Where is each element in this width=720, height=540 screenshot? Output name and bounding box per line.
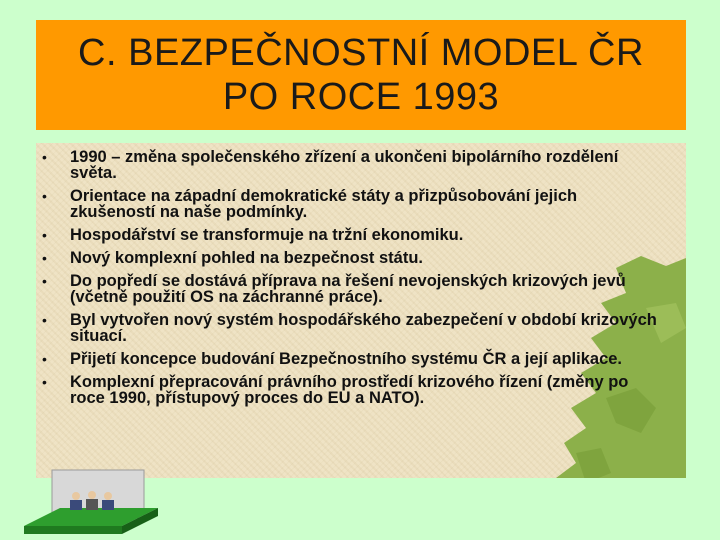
bullet-list <box>36 149 666 413</box>
bullet-item <box>36 250 666 266</box>
bullet-glyph: • <box>42 351 47 367</box>
slide-title-line-1: C. BEZPEČNOSTNÍ MODEL ČR <box>78 32 644 74</box>
bullet-glyph: • <box>42 188 47 204</box>
bullet-item <box>36 188 666 220</box>
bullet-item <box>36 374 666 406</box>
bullet-item <box>36 312 666 344</box>
bullet-glyph: • <box>42 149 47 165</box>
slide-title-line-2: PO ROCE 1993 <box>222 76 500 118</box>
bullet-text: Přijetí koncepce budování Bezpečnostního systému ČR a její aplikace. <box>70 350 623 368</box>
bullet-item <box>36 227 666 243</box>
bullet-text: 1990 – změna společenského zřízení a ukončeni bipolárního rozdělení světa. <box>70 148 619 182</box>
bullet-glyph: • <box>42 374 47 390</box>
bullet-text: Komplexní přepracování právního prostředí krizového řízení (změny po roce 1990, přístupový proces do EU a NATO). <box>70 373 629 407</box>
conference-table-icon <box>22 468 162 540</box>
bullet-item <box>36 273 666 305</box>
bullet-text: Byl vytvořen nový systém hospodářského zabezpečení v období krizových situací. <box>70 311 657 345</box>
slide-title-box <box>36 20 686 130</box>
bullet-text: Nový komplexní pohled na bezpečnost státu. <box>70 249 423 267</box>
bullet-item <box>36 351 666 367</box>
bullet-glyph: • <box>42 273 47 289</box>
bullet-text: Do popředí se dostává příprava na řešení nevojenských krizových jevů (včetně použití OS na záchranné práce). <box>70 272 626 306</box>
bullet-glyph: • <box>42 227 47 243</box>
bullet-glyph: • <box>42 312 47 328</box>
bullet-text: Orientace na západní demokratické státy a přizpůsobování jejich zkušeností na naše podmínky. <box>70 187 578 221</box>
content-panel <box>36 143 686 478</box>
bullet-glyph: • <box>42 250 47 266</box>
bullet-text: Hospodářství se transformuje na tržní ekonomiku. <box>70 226 464 244</box>
bullet-item <box>36 149 666 181</box>
